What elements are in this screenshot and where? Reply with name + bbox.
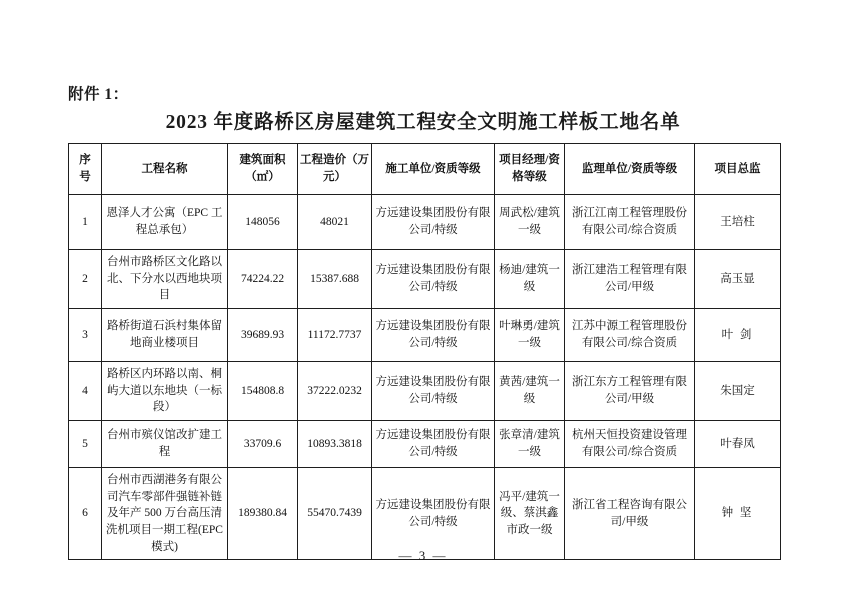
cell-cost: 37222.0232 <box>298 362 372 421</box>
cell-supervisor-unit: 浙江东方工程管理有限公司/甲级 <box>565 362 695 421</box>
cell-contractor: 方远建设集团股份有限公司/特级 <box>372 362 495 421</box>
table-container <box>68 143 780 560</box>
cell-cost: 48021 <box>298 195 372 250</box>
cell-project-name: 路桥街道石浜村集体留地商业楼项目 <box>102 309 228 362</box>
column-header-chief: 项目总监 <box>695 144 781 195</box>
column-header-manager <box>495 144 565 195</box>
attachment-label: 附件 1： <box>68 86 129 103</box>
cell-chief: 高玉显 <box>695 250 781 309</box>
table-row <box>69 421 781 468</box>
cell-chief: 叶春凤 <box>695 421 781 468</box>
cell-manager: 叶琳勇/建筑一级 <box>495 309 565 362</box>
table-row <box>69 195 781 250</box>
column-header-cost <box>298 144 372 195</box>
cell-seq: 2 <box>69 250 102 309</box>
cell-chief: 王培柱 <box>695 195 781 250</box>
cell-project-name: 恩泽人才公寓（EPC 工程总承包） <box>102 195 228 250</box>
cell-seq: 5 <box>69 421 102 468</box>
cell-supervisor-unit: 杭州天恒投资建设管理有限公司/综合资质 <box>565 421 695 468</box>
cell-area: 74224.22 <box>228 250 298 309</box>
cell-contractor: 方远建设集团股份有限公司/特级 <box>372 195 495 250</box>
table-body <box>69 195 781 560</box>
column-header-cost-line1: 工程造价（万 <box>300 154 369 167</box>
cell-manager: 杨迪/建筑一级 <box>495 250 565 309</box>
column-header-seq-line2: 号 <box>79 171 91 183</box>
column-header-contractor: 施工单位/资质等级 <box>372 144 495 195</box>
cell-cost: 10893.3818 <box>298 421 372 468</box>
column-header-seq <box>69 144 102 195</box>
cell-contractor: 方远建设集团股份有限公司/特级 <box>372 421 495 468</box>
page-number: — 3 — <box>398 548 448 563</box>
column-header-seq-line1: 序 <box>79 154 91 167</box>
cell-area: 154808.8 <box>228 362 298 421</box>
column-header-area-line1: 建筑面积 <box>239 154 286 167</box>
cell-seq: 3 <box>69 309 102 362</box>
cell-contractor: 方远建设集团股份有限公司/特级 <box>372 250 495 309</box>
column-header-manager-line2: 格等级 <box>512 171 547 183</box>
cell-supervisor-unit: 江苏中源工程管理股份有限公司/综合资质 <box>565 309 695 362</box>
cell-manager: 黄茜/建筑一级 <box>495 362 565 421</box>
cell-area: 148056 <box>228 195 298 250</box>
cell-supervisor-unit: 浙江省工程咨询有限公司/甲级 <box>565 468 695 560</box>
table-header-row <box>69 144 781 195</box>
cell-seq: 6 <box>69 468 102 560</box>
cell-seq: 1 <box>69 195 102 250</box>
column-header-area-line2: （㎡） <box>245 171 280 183</box>
table-row <box>69 250 781 309</box>
cell-contractor: 方远建设集团股份有限公司/特级 <box>372 309 495 362</box>
cell-chief: 叶 剑 <box>695 309 781 362</box>
table-row <box>69 309 781 362</box>
cell-project-name: 台州市西湖港务有限公司汽车零部件强链补链及年产 500 万台高压清洗机项目一期工程(EPC 模式) <box>102 468 228 560</box>
cell-supervisor-unit: 浙江建浩工程管理有限公司/甲级 <box>565 250 695 309</box>
page-title: 2023 年度路桥区房屋建筑工程安全文明施工样板工地名单 <box>165 112 681 133</box>
project-list-table <box>68 143 781 560</box>
table-header <box>69 144 781 195</box>
cell-manager: 周武松/建筑一级 <box>495 195 565 250</box>
cell-chief: 钟 坚 <box>695 468 781 560</box>
table-row <box>69 362 781 421</box>
column-header-supervisor-unit: 监理单位/资质等级 <box>565 144 695 195</box>
column-header-project-name: 工程名称 <box>102 144 228 195</box>
cell-seq: 4 <box>69 362 102 421</box>
cell-area: 39689.93 <box>228 309 298 362</box>
cell-project-name: 路桥区内环路以南、桐屿大道以东地块（一标段） <box>102 362 228 421</box>
cell-contractor: 方远建设集团股份有限公司/特级 <box>372 468 495 560</box>
cell-project-name: 台州市路桥区文化路以北、下分水以西地块项目 <box>102 250 228 309</box>
cell-area: 189380.84 <box>228 468 298 560</box>
column-header-manager-line1: 项目经理/资 <box>499 154 560 167</box>
column-header-cost-line2: 元） <box>323 171 346 183</box>
table-row <box>69 468 781 560</box>
cell-cost: 15387.688 <box>298 250 372 309</box>
cell-project-name: 台州市殡仪馆改扩建工程 <box>102 421 228 468</box>
cell-cost: 55470.7439 <box>298 468 372 560</box>
column-header-area <box>228 144 298 195</box>
cell-cost: 11172.7737 <box>298 309 372 362</box>
cell-manager: 张章清/建筑一级 <box>495 421 565 468</box>
cell-supervisor-unit: 浙江江南工程管理股份有限公司/综合资质 <box>565 195 695 250</box>
cell-chief: 朱国定 <box>695 362 781 421</box>
cell-area: 33709.6 <box>228 421 298 468</box>
cell-manager: 冯平/建筑一级、蔡淇鑫市政一级 <box>495 468 565 560</box>
